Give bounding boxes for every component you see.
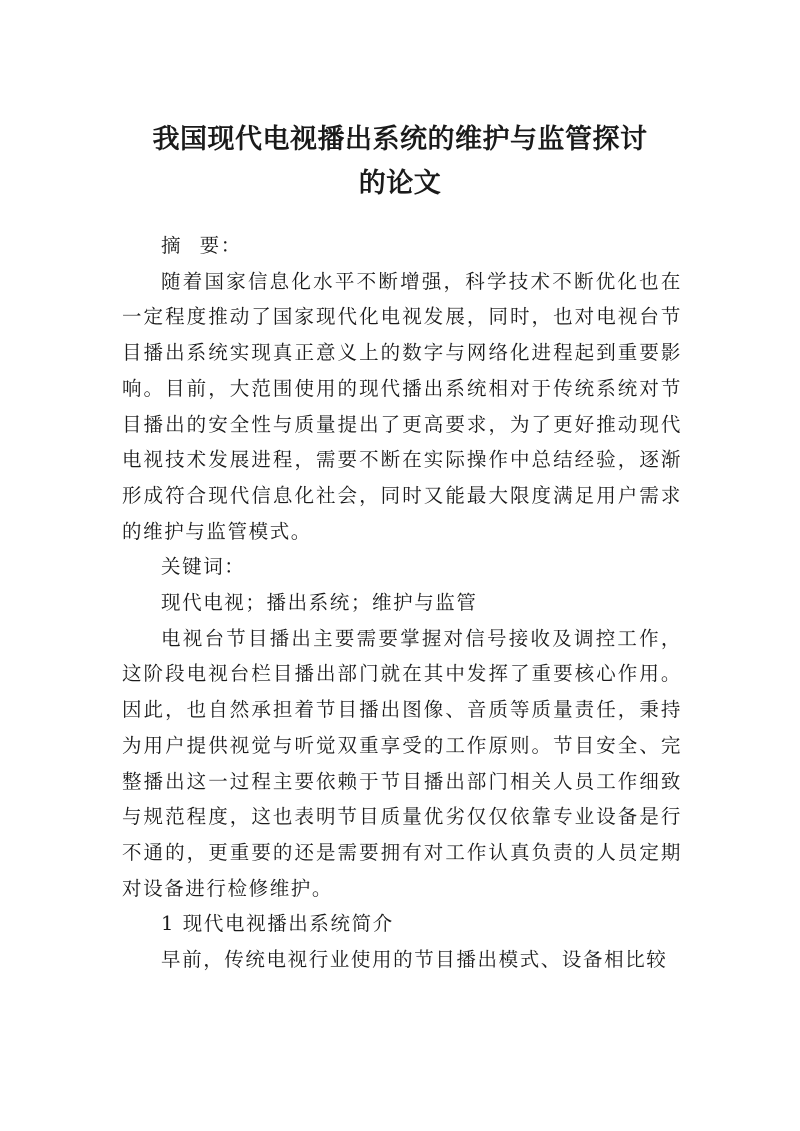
intro-paragraph: 电视台节目播出主要需要掌握对信号接收及调控工作，这阶段电视台栏目播出部门就在其中发挥了重要核心作用。因此，也自然承担着节目播出图像、音质等质量责任，秉持为用户提供视觉与听觉双重享受的工作原则。节目安全、完整播出这一过程主要依赖于节目播出部门相关人员工作细致与规范程度，这也表明节目质量优劣仅仅依靠专业设备是行不通的，更重要的还是需要拥有对工作认真负责的人员定期对设备进行检修维护。: [122, 626, 682, 900]
keywords-text: 现代电视；播出系统；维护与监管: [161, 591, 478, 615]
abstract-paragraph: 随着国家信息化水平不断增强，科学技术不断优化也在一定程度推动了国家现代化电视发展，同时，也对电视台节目播出系统实现真正意义上的数字与网络化进程起到重要影响。目前，大范围使用的现代播出系统相对于传统系统对节目播出的安全性与质量提出了更高要求，为了更好推动现代电视技术发展进程，需要不断在实际操作中总结经验，逐渐形成符合现代信息化社会，同时又能最大限度满足用户需求的维护与监管模式。: [122, 269, 682, 543]
document-title: [100, 118, 700, 206]
abstract-label-part-1: 摘: [161, 234, 183, 257]
abstract-label-part-2: 要：: [199, 234, 242, 257]
document-body: [122, 228, 682, 978]
abstract-label: [122, 228, 682, 264]
section-1-heading: 1 现代电视播出系统简介: [161, 912, 394, 936]
section-1-paragraph: 早前，传统电视行业使用的节目播出模式、设备相比较: [161, 948, 668, 972]
title-line-2: 的论文: [358, 168, 442, 200]
title-line-1: 我国现代电视播出系统的维护与监管探讨: [152, 124, 648, 156]
keywords-label: 关键词：: [161, 555, 246, 579]
